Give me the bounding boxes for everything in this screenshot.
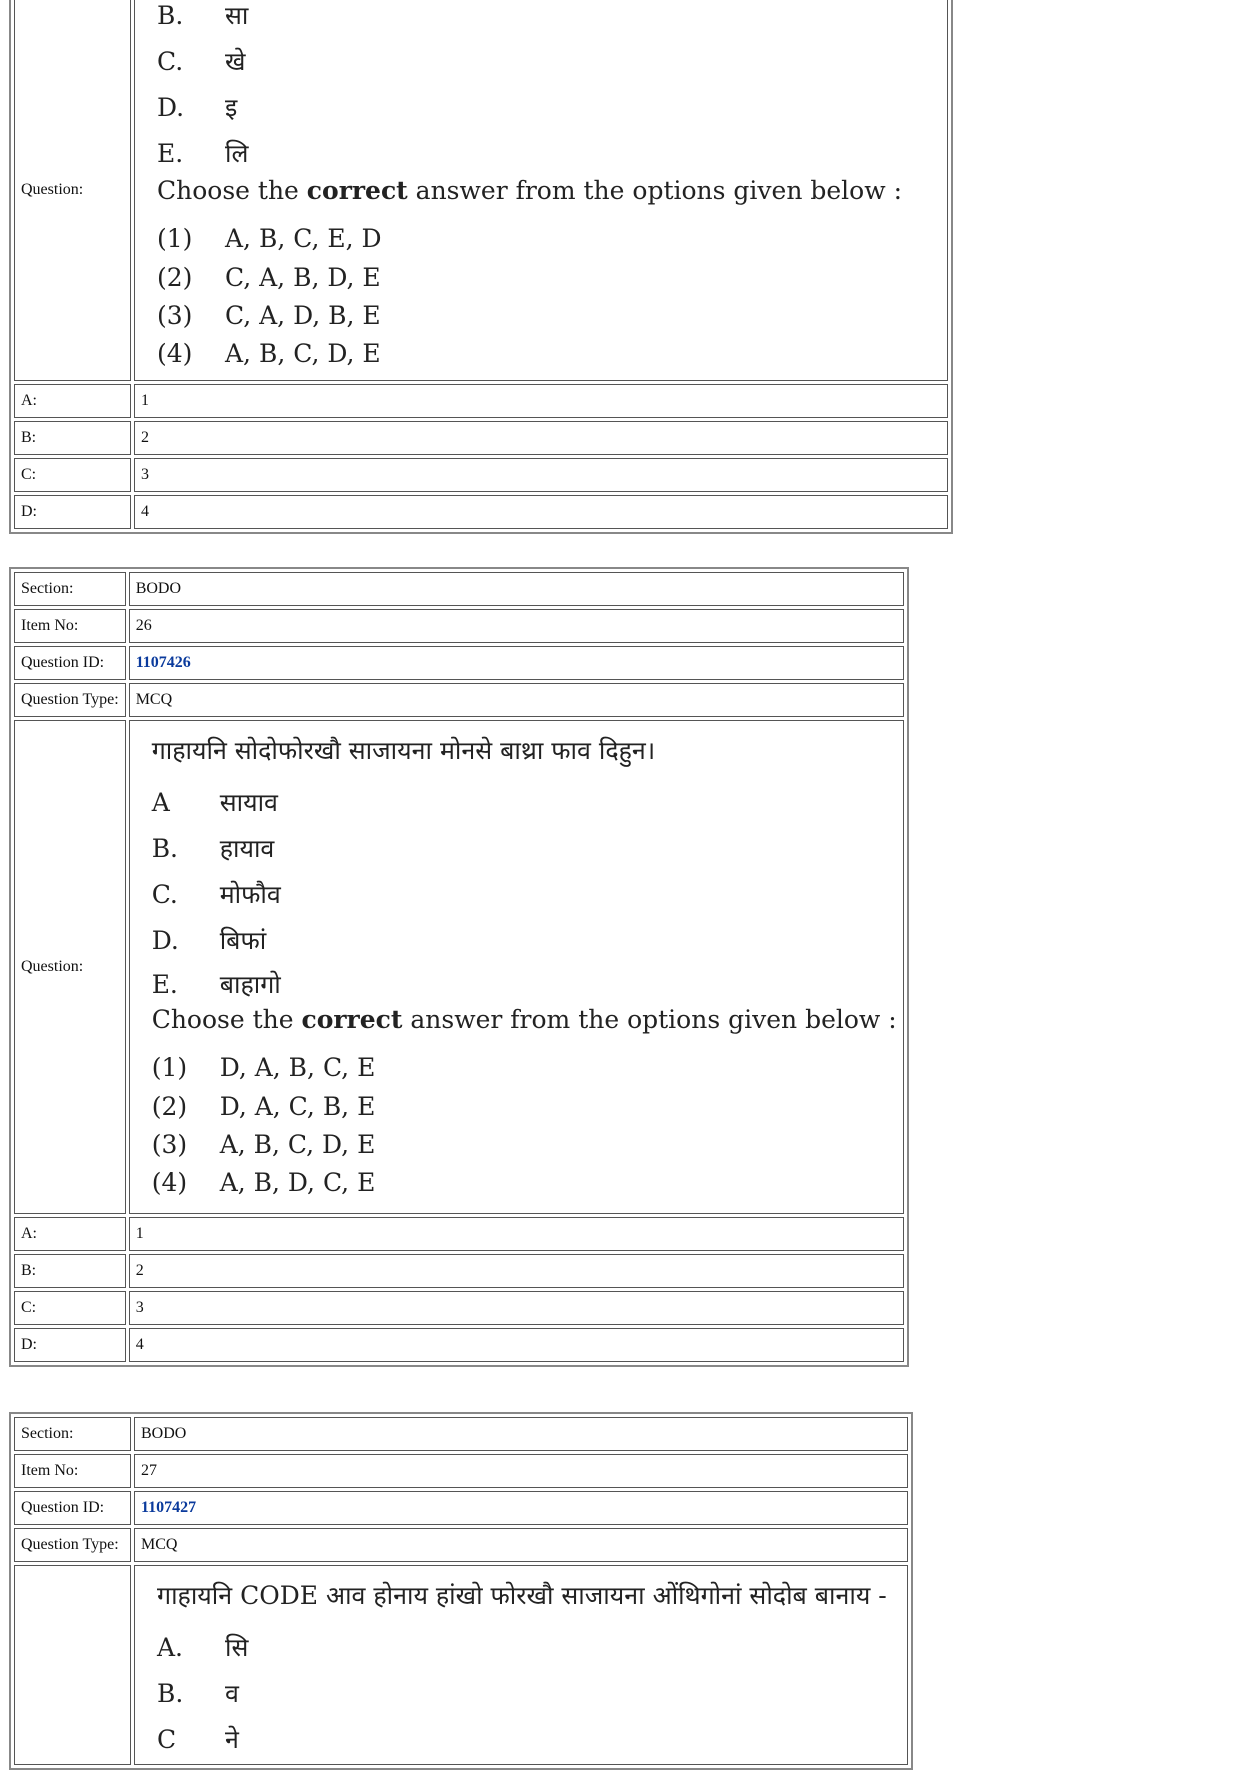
choice-b-label: B:: [14, 421, 131, 455]
option-d: D. इ: [157, 92, 238, 122]
choice-d-value: 4: [129, 1328, 904, 1362]
question-label: [14, 1565, 131, 1765]
question-label: Question:: [14, 0, 131, 381]
question-type-label: Question Type:: [14, 683, 126, 717]
choice-a-value: 1: [134, 384, 948, 418]
choice-c-label: C:: [14, 1291, 126, 1325]
section-value: BODO: [134, 1417, 908, 1451]
option-e: E. लि: [157, 138, 249, 168]
item-no-label: Item No:: [14, 609, 126, 643]
answer-option-4: (4) A, B, D, C, E: [151, 1167, 376, 1197]
item-no-value: 27: [134, 1454, 908, 1488]
choice-d-value: 4: [134, 495, 948, 529]
question-prompt: गाहायनि सोदोफोरखौ साजायना मोनसे बाथ्रा फाव दिहुन।: [151, 736, 656, 765]
choice-a-label: A:: [14, 1217, 126, 1251]
question-table-27: [9, 1412, 913, 1770]
answer-option-3: (3) A, B, C, D, E: [151, 1129, 376, 1159]
choice-b-value: 2: [134, 421, 948, 455]
option-e: E. बाहागो: [151, 969, 281, 999]
section-value: BODO: [129, 572, 904, 606]
choice-c-value: 3: [134, 458, 948, 492]
instruction-text: Choose the correct answer from the options given below :: [151, 1005, 897, 1034]
choice-b-label: B:: [14, 1254, 126, 1288]
section-label: Section:: [14, 1417, 131, 1451]
question-id-label: Question ID:: [14, 646, 126, 680]
question-body: [134, 0, 948, 381]
question-table-25: [9, 0, 953, 534]
question-id-value: 1107427: [134, 1491, 908, 1525]
question-table-26: [9, 567, 909, 1367]
option-b: B. व: [157, 1678, 239, 1708]
question-type-value: MCQ: [129, 683, 904, 717]
choice-b-value: 2: [129, 1254, 904, 1288]
item-no-label: Item No:: [14, 1454, 131, 1488]
answer-option-1: (1) A, B, C, E, D: [157, 223, 382, 253]
option-c: C ने: [157, 1724, 239, 1754]
answer-option-3: (3) C, A, D, B, E: [157, 300, 381, 330]
item-no-value: 26: [129, 609, 904, 643]
choice-a-label: A:: [14, 384, 131, 418]
choice-d-label: D:: [14, 1328, 126, 1362]
instruction-text: Choose the correct answer from the options given below :: [157, 176, 902, 205]
section-label: Section:: [14, 572, 126, 606]
question-id-label: Question ID:: [14, 1491, 131, 1525]
option-b: B. हायाव: [151, 833, 275, 863]
answer-option-2: (2) C, A, B, D, E: [157, 262, 381, 292]
question-prompt: गाहायनि CODE आव होनाय हांखो फोरखौ साजायना ओंथिगोनां सोदोब बानाय -: [157, 1581, 887, 1610]
choice-d-label: D:: [14, 495, 131, 529]
option-c: C. खे: [157, 46, 246, 76]
option-c: C. मोफौव: [151, 879, 281, 909]
option-a: A. सि: [157, 1632, 249, 1662]
question-body: [129, 720, 904, 1214]
choice-a-value: 1: [129, 1217, 904, 1251]
question-id-value: 1107426: [129, 646, 904, 680]
option-a: A सायाव: [151, 787, 278, 817]
question-type-label: Question Type:: [14, 1528, 131, 1562]
choice-c-label: C:: [14, 458, 131, 492]
question-label: Question:: [14, 720, 126, 1214]
question-body: [134, 1565, 908, 1765]
choice-c-value: 3: [129, 1291, 904, 1325]
option-b: B. सा: [157, 0, 249, 30]
answer-option-2: (2) D, A, C, B, E: [151, 1091, 376, 1121]
answer-option-4: (4) A, B, C, D, E: [157, 338, 381, 368]
answer-option-1: (1) D, A, B, C, E: [151, 1052, 376, 1082]
question-type-value: MCQ: [134, 1528, 908, 1562]
option-d: D. बिफां: [151, 925, 267, 955]
